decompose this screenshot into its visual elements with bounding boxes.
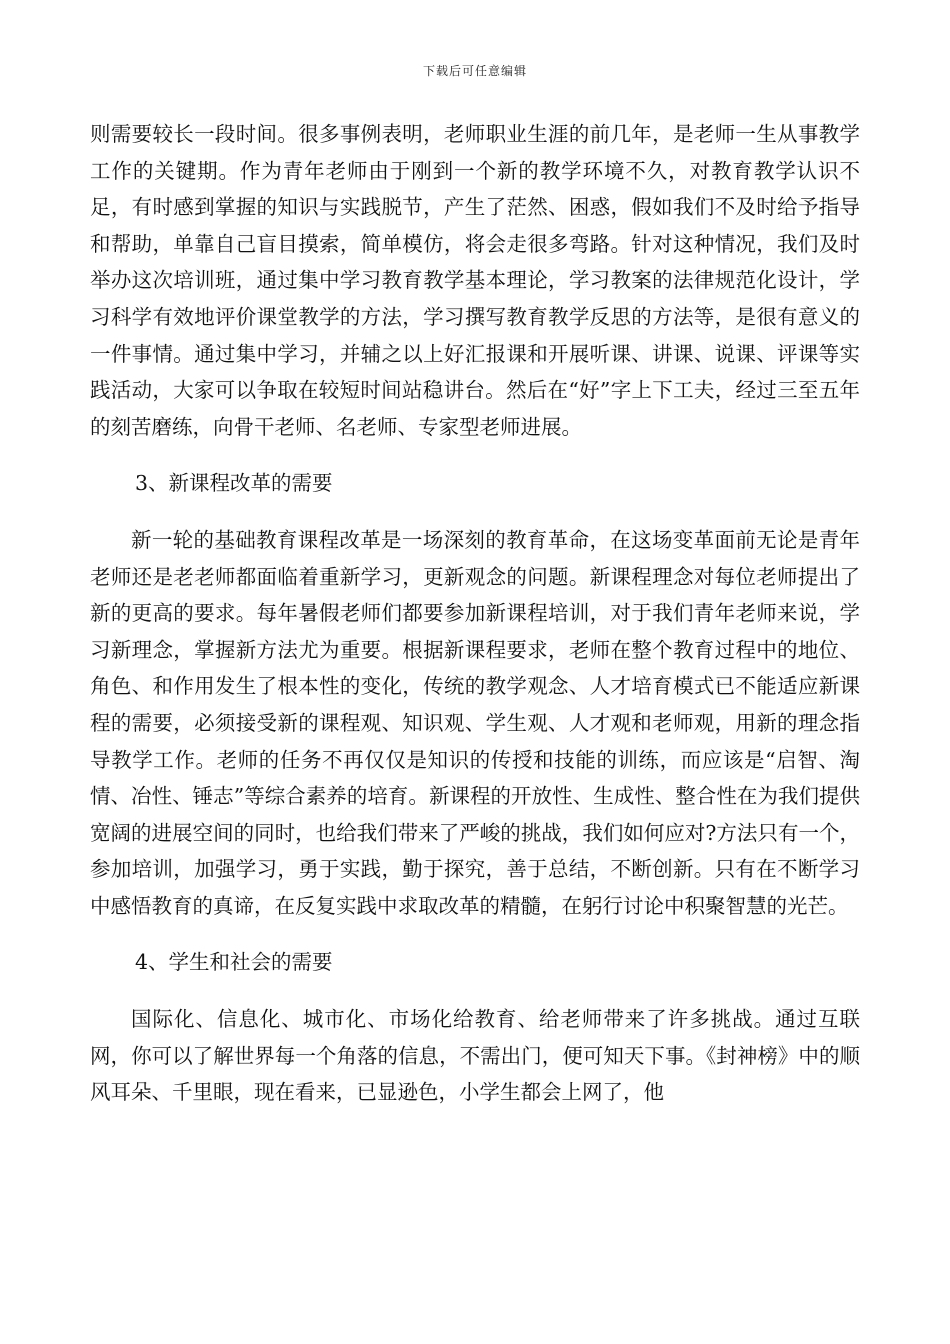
section-heading-4: 4、学生和社会的需要 bbox=[135, 950, 333, 975]
document-body bbox=[90, 116, 860, 1111]
paragraph-curriculum-reform: 新一轮的基础教育课程改革是一场深刻的教育革命，在这场变革面前无论是青年老师还是老老师都面临着重新学习，更新观念的问题。新课程理念对每位老师提出了新的更高的要求。每年暑假老师们都要参加新课程培训，对于我们青年老师来说，学习新理念，掌握新方法尤为重要。根据新课程要求，老师在整个教育过程中的地位、角色、和作用发生了根本性的变化，传统的教学观念、人才培育模式已不能适应新课程的需要，必须接受新的课程观、知识观、学生观、人才观和老师观，用新的理念指导教学工作。老师的任务不再仅仅是知识的传授和技能的训练，而应该是“启智、淘情、冶性、锤志”等综合素养的培育。新课程的开放性、生成性、整合性在为我们提供宽阔的进展空间的同时，也给我们带来了严峻的挑战，我们如何应对?方法只有一个，参加培训，加强学习，勇于实践，勤于探究，善于总结，不断创新。只有在不断学习中感悟教育的真谛，在反复实践中求取改革的精髓，在躬行讨论中积聚智慧的光芒。 bbox=[90, 527, 860, 918]
paragraph-continued: 则需要较长一段时间。很多事例表明，老师职业生涯的前几年，是老师一生从事教学工作的关键期。作为青年老师由于刚到一个新的教学环境不久，对教育教学认识不足，有时感到掌握的知识与实践脱节，产生了茫然、困惑，假如我们不及时给予指导和帮助，单靠自己盲目摸索，简单模仿，将会走很多弯路。针对这种情况，我们及时举办这次培训班，通过集中学习教育教学基本理论，学习教案的法律规范化设计，学习科学有效地评价课堂教学的方法，学习撰写教育教学反思的方法等，是很有意义的一件事情。通过集中学习，并辅之以上好汇报课和开展听课、讲课、说课、评课等实践活动，大家可以争取在较短时间站稳讲台。然后在“好”字上下工夫，经过三至五年的刻苦磨练，向骨干老师、名老师、专家型老师进展。 bbox=[90, 122, 860, 439]
page-header: 下载后可任意编辑 bbox=[422, 64, 527, 78]
section-heading-3: 3、新课程改革的需要 bbox=[135, 471, 333, 496]
paragraph-students-society: 国际化、信息化、城市化、市场化给教育、给老师带来了许多挑战。通过互联网，你可以了解世界每一个角落的信息，不需出门，便可知天下事。《封神榜》中的顺风耳朵、千里眼，现在看来，已显逊色，小学生都会上网了，他 bbox=[90, 1007, 860, 1105]
